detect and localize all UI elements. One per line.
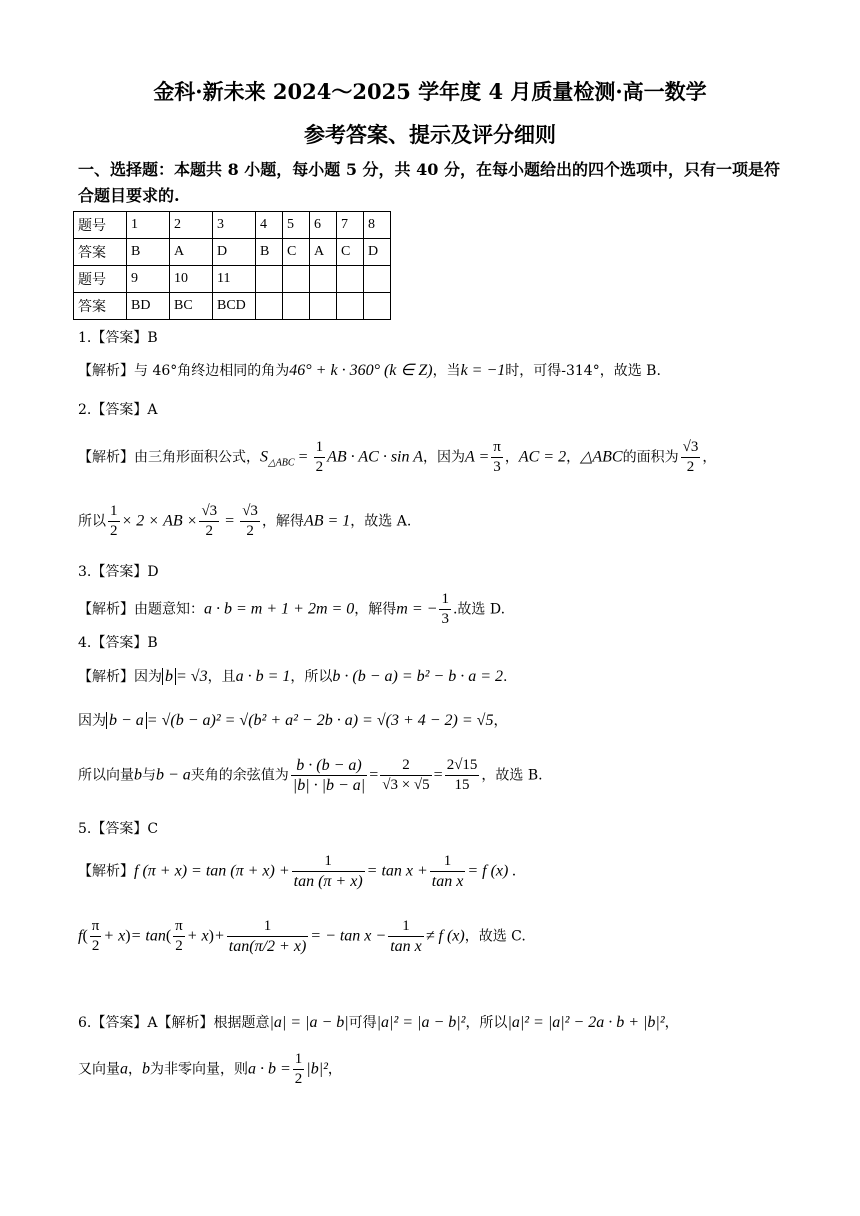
q6-vector: a <box>120 1060 128 1078</box>
q2-explanation-line2: 所以 $\frac{1}{2}$ × 2 × AB × $\frac{√3}{2}$ = $\frac{√3}{2}$ ，解得AB = 1，故选 A. <box>78 503 412 539</box>
q6-formula: |b|² <box>306 1060 328 1078</box>
q4-text: 夹角的余弦值为 <box>190 767 289 784</box>
fraction-denominator: 15 <box>454 777 470 793</box>
q2-text: ，故选 A. <box>350 513 412 530</box>
q4-text: ，故选 B. <box>481 767 543 784</box>
q2-text: 【解析】由三角形面积公式， <box>78 449 260 466</box>
table-cell: D <box>364 239 391 266</box>
q1-text: 时，可得-314°，故选 B. <box>505 363 661 379</box>
q2-half-fraction <box>314 438 326 477</box>
q4-formula: b · (b − a) = b² − b · a = 2 <box>332 668 504 685</box>
q6-text: ， <box>128 1061 142 1078</box>
q2-text: 所以 <box>78 513 106 530</box>
fraction-denominator: tan(π/2 + x) <box>228 938 307 955</box>
q6-text: ， <box>664 1015 679 1031</box>
q3-text: .故选 D. <box>452 601 506 618</box>
table-cell <box>283 266 310 293</box>
q2-formula: × 2 × AB × <box>121 512 198 530</box>
q4-text: . <box>503 669 508 685</box>
fraction-numerator: 1 <box>293 1050 305 1070</box>
section-heading: 一、选择题：本题共 8 小题，每小题 5 分，共 40 分，在每小题给出的四个选项中，只有一项是符合题目要求的. <box>78 160 780 205</box>
q3-formula: m = − <box>396 600 438 618</box>
table-cell <box>364 266 391 293</box>
table-cell <box>337 266 364 293</box>
table-cell: C <box>283 239 310 266</box>
q4-vector: b − a <box>156 766 191 784</box>
q2-sqrt-fraction <box>199 502 219 541</box>
q4-text: ， <box>493 713 508 729</box>
fraction-numerator: 1 <box>314 438 326 458</box>
q5-text: 【解析】 <box>78 863 134 880</box>
table-cell <box>310 293 337 320</box>
q5-formula: f <box>78 927 83 945</box>
fraction-numerator: 1 <box>388 917 424 937</box>
q5-fraction-4 <box>388 917 424 956</box>
q3-text: 【解析】由题意知： <box>78 601 204 618</box>
table-cell: A <box>310 239 337 266</box>
table-row-header: 答案 <box>74 293 127 320</box>
table-cell: 7 <box>337 212 364 239</box>
q5-formula: + x <box>186 927 209 945</box>
q6-formula: |a| = |a − b| <box>269 1014 349 1031</box>
table-cell <box>310 266 337 293</box>
table-cell: A <box>170 239 213 266</box>
table-cell <box>256 293 283 320</box>
q5-formula: = − tan x − <box>310 927 387 945</box>
q4-answer: 4.【答案】B <box>78 635 158 651</box>
table-cell: BCD <box>213 293 256 320</box>
table-cell: 6 <box>310 212 337 239</box>
q5-pi-half-2 <box>173 917 185 956</box>
answer-table <box>73 211 391 320</box>
table-cell: B <box>127 239 170 266</box>
q4-explanation-line1 <box>78 666 507 686</box>
fraction-denominator: 2 <box>315 459 324 475</box>
table-cell: 8 <box>364 212 391 239</box>
fraction-denominator: tan x <box>431 873 464 890</box>
q6-half-fraction <box>293 1050 305 1089</box>
q2-text: 的面积为 <box>622 449 679 466</box>
q1-text: ，当 <box>432 363 461 379</box>
q5-explanation-line2: f( $\frac{\pi}{2}$ + x)= tan( $\frac{\pi}{2}$ + x)+ $\frac{1}{\tan(\pi/2 + x)}$ = − tan x − $\frac{1}{\text{tan x}}$ ≠ f (x)，故选 C. <box>78 918 526 955</box>
q3-text: ，解得 <box>354 601 397 618</box>
q4-explanation-line2 <box>78 710 507 730</box>
fraction-numerator: √3 <box>240 502 260 522</box>
table-row-header: 题号 <box>74 212 127 239</box>
q2-text: ，解得 <box>261 513 304 530</box>
fraction-numerator: √3 <box>199 502 219 522</box>
q5-formula: = tan <box>130 927 166 945</box>
q5-formula: π <box>254 938 263 955</box>
q4-cos-fraction <box>291 756 367 795</box>
q2-formula: AB · AC · sin A <box>327 448 423 466</box>
q1-formula: k = −1 <box>460 362 506 379</box>
table-row <box>74 239 391 266</box>
table-cell: 3 <box>213 212 256 239</box>
q4-text: 所以向量 <box>78 767 134 784</box>
fraction-numerator: 1 <box>430 852 466 872</box>
fraction-numerator: π <box>491 438 503 458</box>
fraction-denominator: tan x <box>390 938 422 955</box>
q2-formula: AC = 2 <box>518 448 567 466</box>
equals-sign: = <box>369 766 379 784</box>
fraction-denominator: 2 <box>110 523 118 539</box>
fraction-denominator: 2 <box>246 523 254 539</box>
q4-text: 因为 <box>78 713 106 729</box>
q4-vector: b <box>134 766 142 784</box>
fraction-numerator: 1 <box>292 852 365 872</box>
q1-explanation <box>78 360 661 380</box>
q3-answer: 3.【答案】D <box>78 564 159 580</box>
fraction-numerator: 2 <box>380 756 431 776</box>
fraction-denominator: |b| · |b − a| <box>292 777 366 794</box>
q3-formula: a · b = m + 1 + 2m = 0 <box>204 600 355 618</box>
table-row <box>74 212 391 239</box>
q4-result-fraction <box>445 756 480 795</box>
q6-text: ， <box>327 1061 342 1078</box>
q4-formula: = √3 <box>176 668 208 685</box>
q3-fraction <box>439 590 451 629</box>
q6-formula: |a|² = |a − b|² <box>376 1014 466 1031</box>
q4-formula: b − a <box>106 712 147 729</box>
table-cell <box>364 293 391 320</box>
q5-formula: + x <box>279 938 301 955</box>
q1-formula: 46° + k · 360° (k ∈ Z) <box>289 362 433 379</box>
q4-text: 【解析】因为 <box>78 669 162 685</box>
page-title: 金科·新未来 2024～2025 学年度 4 月质量检测·高一数学 <box>153 79 707 104</box>
q5-fraction-3 <box>227 917 308 956</box>
fraction-denominator: tan (π + x) <box>293 873 363 890</box>
q5-text: ，故选 C. <box>464 928 526 945</box>
fraction-numerator: 2√15 <box>445 756 480 776</box>
q5-answer: 5.【答案】C <box>78 821 159 837</box>
table-cell: 2 <box>170 212 213 239</box>
table-cell: B <box>256 239 283 266</box>
q3-explanation <box>78 590 505 629</box>
q6-explanation-line2 <box>78 1050 342 1089</box>
table-cell: C <box>337 239 364 266</box>
table-cell: 1 <box>127 212 170 239</box>
q5-formula: = tan x + <box>366 862 428 880</box>
q2-formula: A = <box>464 448 490 466</box>
fraction-numerator: √3 <box>681 438 701 458</box>
table-cell: 10 <box>170 266 213 293</box>
table-cell: BD <box>127 293 170 320</box>
q4-text: 与 <box>142 767 156 784</box>
q4-formula: a · b = 1 <box>235 668 291 685</box>
table-cell: 5 <box>283 212 310 239</box>
q4-value-fraction <box>380 756 431 795</box>
fraction-denominator: √3 × √5 <box>382 777 430 793</box>
q2-formula: △ABC <box>580 448 623 466</box>
q2-explanation-line1: 【解析】由三角形面积公式，$S_{\triangle ABC}$ = $\frac{1}{2}$ AB · AC · sin A，因为A = $\frac{\pi}{3}$ ，AC = 2，△ABC的面积为 $\frac{√3}{2}$ ， <box>78 439 717 475</box>
fraction-denominator: 3 <box>493 459 501 475</box>
q2-text: ， <box>566 449 581 466</box>
fraction-numerator: 1 <box>227 917 308 937</box>
q6-text: 为非零向量，则 <box>150 1061 248 1078</box>
q6-text: 可得 <box>348 1015 377 1031</box>
table-row-header: 题号 <box>74 266 127 293</box>
q4-formula: b <box>162 668 176 685</box>
q5-formula: tan <box>228 938 250 955</box>
fraction-denominator: 2 <box>175 938 183 954</box>
fraction-denominator: 3 <box>441 611 449 627</box>
table-row-header: 答案 <box>74 239 127 266</box>
table-cell: BC <box>170 293 213 320</box>
table-cell: D <box>213 239 256 266</box>
table-row <box>74 266 391 293</box>
q1-text: 【解析】与 46°角终边相同的角为 <box>78 363 290 379</box>
q2-angle-fraction <box>491 438 503 477</box>
q2-text: ， <box>504 449 519 466</box>
q6-text: ，所以 <box>465 1015 508 1031</box>
q6-formula: |a|² = |a|² − 2a · b + |b|² <box>507 1014 665 1031</box>
fraction-denominator: 2 <box>686 459 695 475</box>
q2-formula: S <box>260 448 268 466</box>
q4-text: ，所以 <box>290 669 333 685</box>
q5-pi-half <box>90 917 102 956</box>
table-cell <box>337 293 364 320</box>
page-subtitle: 参考答案、提示及评分细则 <box>304 122 556 147</box>
q6-text: 6.【答案】A【解析】根据题意 <box>78 1015 270 1031</box>
q5-formula: = f (x) . <box>467 862 517 880</box>
table-cell <box>283 293 310 320</box>
table-cell: 9 <box>127 266 170 293</box>
fraction-numerator: 1 <box>108 502 120 522</box>
q2-answer: 2.【答案】A <box>78 402 158 418</box>
q2-text: ，因为 <box>422 449 465 466</box>
q1-answer: 1.【答案】B <box>78 330 158 346</box>
fraction-numerator: π <box>90 917 102 937</box>
q5-fraction-1 <box>292 852 365 891</box>
q4-text: ，且 <box>207 669 236 685</box>
q4-explanation-line3 <box>78 756 543 795</box>
fraction-numerator: 1 <box>439 590 451 610</box>
fraction-numerator: b · (b − a) <box>291 756 367 776</box>
q2-formula: △ABC <box>268 457 295 469</box>
q5-formula: + <box>213 927 225 945</box>
fraction-denominator: 2 <box>294 1071 303 1087</box>
table-row <box>74 293 391 320</box>
q5-fraction-2 <box>430 852 466 891</box>
q2-area-fraction <box>681 438 701 477</box>
q5-formula: + x <box>103 927 126 945</box>
q2-formula: AB = 1 <box>303 512 351 530</box>
equals-sign: = <box>433 766 443 784</box>
q5-formula: ≠ f (x) <box>425 927 465 945</box>
table-cell <box>256 266 283 293</box>
fraction-denominator: 2 <box>205 523 214 539</box>
fraction-numerator: π <box>173 917 185 937</box>
q4-formula: = √(b − a)² = √(b² + a² − 2b · a) = √(3 + 4 − 2) = √5 <box>146 712 494 729</box>
table-cell: 4 <box>256 212 283 239</box>
q2-half-fraction-2 <box>108 502 120 541</box>
q6-text: 又向量 <box>78 1061 120 1078</box>
q6-explanation-line1 <box>78 1012 679 1032</box>
q6-vector: b <box>142 1060 150 1078</box>
q6-formula: a · b = <box>248 1060 291 1078</box>
q5-explanation-line1 <box>78 852 516 891</box>
q5-formula: f (π + x) = tan (π + x) + <box>134 862 290 880</box>
q2-sqrt-fraction-2 <box>240 502 260 541</box>
table-cell: 11 <box>213 266 256 293</box>
q5-formula: 2 <box>267 938 276 955</box>
fraction-denominator: 2 <box>91 938 100 954</box>
